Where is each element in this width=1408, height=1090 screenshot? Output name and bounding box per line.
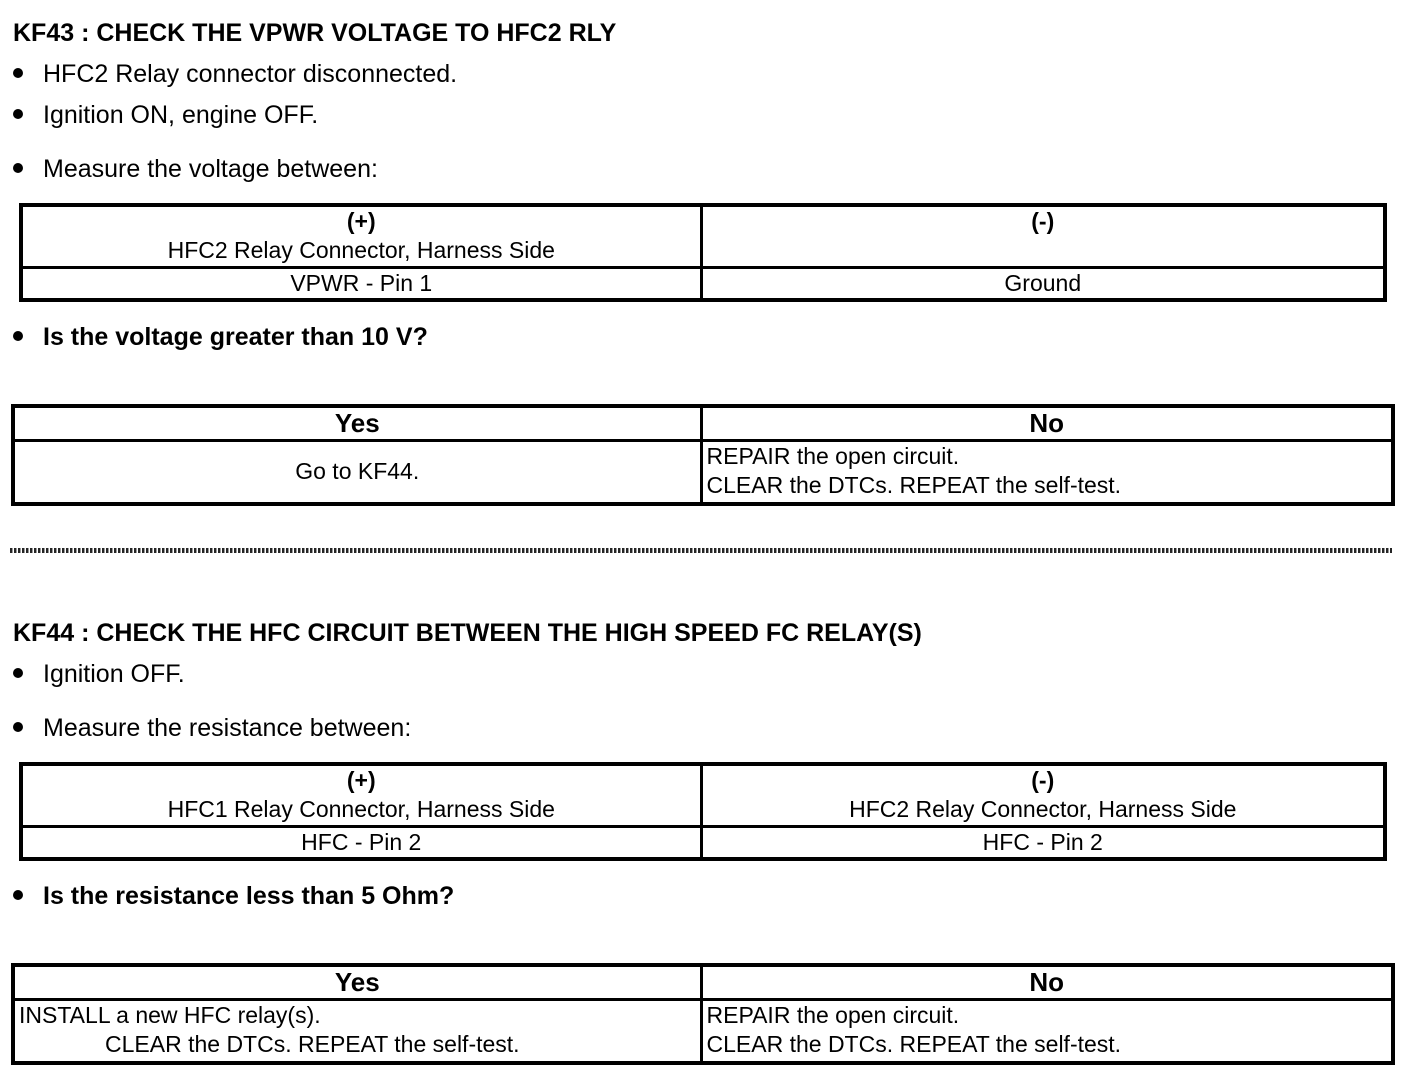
- bullet-icon: [13, 331, 23, 341]
- bullet-icon: [13, 68, 23, 78]
- bullet-icon: [13, 109, 23, 119]
- kf44-question: [13, 881, 454, 911]
- question-text: Is the voltage greater than 10 V?: [43, 323, 428, 351]
- plus-value-cell: HFC - Pin 2: [21, 826, 701, 859]
- kf44-result-table: [11, 963, 1395, 1065]
- plus-header-cell: [21, 764, 701, 826]
- plus-header-cell: [21, 205, 701, 267]
- no-line-2: CLEAR the DTCs. REPEAT the self-test.: [706, 1030, 1122, 1057]
- yes-cell: [13, 999, 701, 1063]
- plus-symbol: (+): [346, 767, 376, 793]
- bullet-text: HFC2 Relay connector disconnected.: [43, 60, 458, 88]
- kf43-bullet-measure: [13, 154, 378, 184]
- minus-value-cell: Ground: [701, 267, 1385, 300]
- minus-symbol: (-): [1031, 767, 1055, 793]
- yes-line-2: CLEAR the DTCs. REPEAT the self-test.: [105, 1030, 520, 1057]
- bullet-text: Ignition ON, engine OFF.: [43, 101, 319, 129]
- kf43-measure-table: [19, 203, 1387, 302]
- minus-value-cell: HFC - Pin 2: [701, 826, 1385, 859]
- kf43-question: [13, 322, 428, 352]
- no-line-1: REPAIR the open circuit.: [706, 442, 960, 469]
- no-line-2: CLEAR the DTCs. REPEAT the self-test.: [706, 471, 1122, 498]
- no-cell: [701, 999, 1393, 1063]
- bullet-icon: [13, 163, 23, 173]
- minus-label: HFC2 Relay Connector, Harness Side: [849, 796, 1237, 822]
- no-header: No: [701, 406, 1393, 440]
- yes-cell: Go to KF44.: [13, 440, 701, 504]
- kf43-result-table: [11, 404, 1395, 506]
- plus-label: HFC1 Relay Connector, Harness Side: [167, 796, 555, 822]
- section-divider: [10, 548, 1392, 553]
- kf43-title: KF43 : CHECK THE VPWR VOLTAGE TO HFC2 RLY: [13, 19, 617, 47]
- minus-header-cell: [701, 205, 1385, 267]
- bullet-icon: [13, 722, 23, 732]
- kf44-bullet-ignition: [13, 659, 185, 689]
- plus-symbol: (+): [346, 208, 376, 234]
- bullet-text: Measure the resistance between:: [43, 714, 412, 742]
- kf44-title: KF44 : CHECK THE HFC CIRCUIT BETWEEN THE HIGH SPEED FC RELAY(S): [13, 619, 922, 647]
- bullet-text: Measure the voltage between:: [43, 155, 378, 183]
- minus-symbol: (-): [1031, 208, 1055, 234]
- plus-label: HFC2 Relay Connector, Harness Side: [167, 237, 555, 263]
- yes-header: Yes: [13, 965, 701, 999]
- no-cell: [701, 440, 1393, 504]
- kf44-measure-table: [19, 762, 1387, 861]
- bullet-text: Ignition OFF.: [43, 660, 185, 688]
- yes-header: Yes: [13, 406, 701, 440]
- bullet-icon: [13, 668, 23, 678]
- kf43-bullet-ignition: [13, 100, 318, 130]
- minus-header-cell: [701, 764, 1385, 826]
- yes-line-1: INSTALL a new HFC relay(s).: [19, 1001, 321, 1028]
- question-text: Is the resistance less than 5 Ohm?: [43, 882, 455, 910]
- no-header: No: [701, 965, 1393, 999]
- kf44-bullet-measure: [13, 713, 411, 743]
- kf43-bullet-connector: [13, 59, 457, 89]
- no-line-1: REPAIR the open circuit.: [706, 1001, 960, 1028]
- bullet-icon: [13, 890, 23, 900]
- plus-value-cell: VPWR - Pin 1: [21, 267, 701, 300]
